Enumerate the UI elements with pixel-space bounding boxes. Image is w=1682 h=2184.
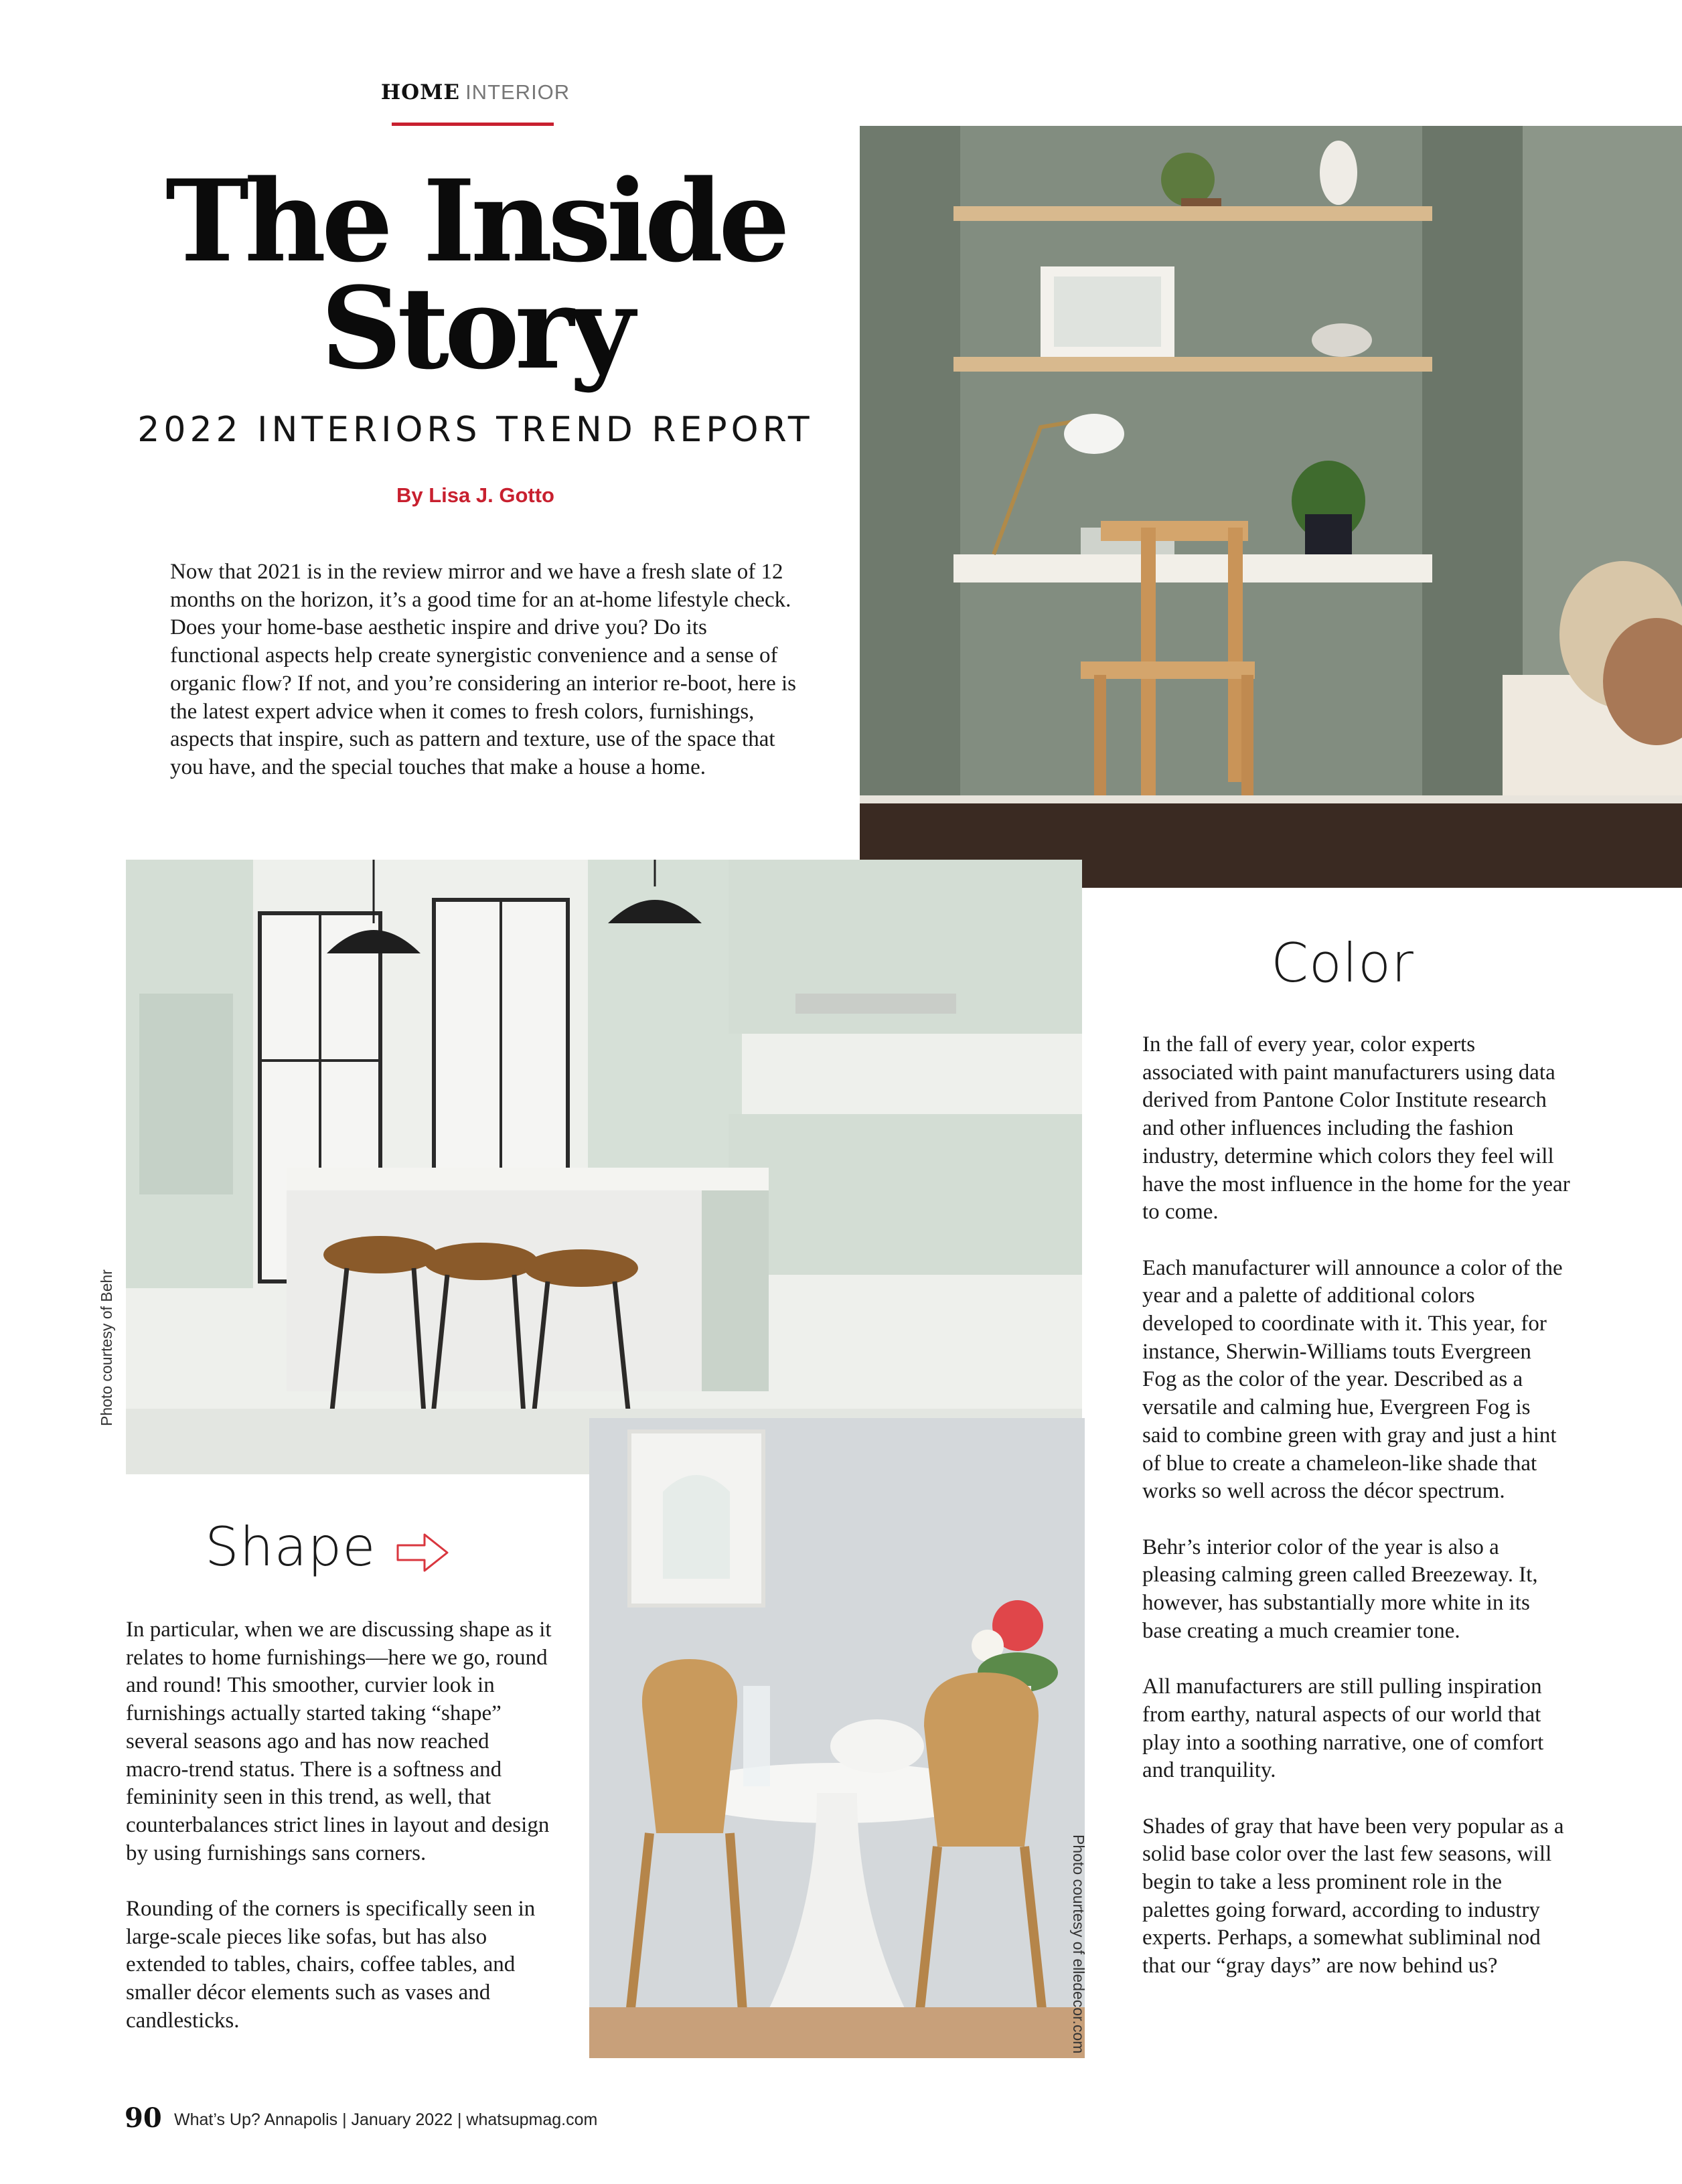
color-heading: Color — [1271, 932, 1414, 994]
shape-paragraph: Rounding of the corners is specifically seen in large-scale pieces like sofas, but has also extended to tables, chairs, coffee tables, and smaller décor elements such as vases and candlesticks. — [126, 1897, 536, 2033]
color-body — [1142, 1031, 1571, 2009]
byline: By Lisa J. Gotto — [396, 483, 554, 507]
section-label: HOME — [380, 80, 461, 104]
color-paragraph: Each manufacturer will announce a color of the year and a palette of additional colors developed to coordinate with it. This year, for instance, Sherwin-Williams touts Evergreen Fog as the color of the year. Described as a versatile and calming hue, Evergreen Fog is said to combine green with gray and just a hint of blue to create a chameleon-like shade that works so well across the décor spectrum. — [1142, 1255, 1563, 1504]
color-paragraph: All manufacturers are still pulling inspiration from earthy, natural aspects of our world that play into a soothing narrative, one of comfort and tranquility. — [1142, 1674, 1544, 1783]
title-line-1: The Inside — [165, 155, 786, 287]
office-nook-photo — [860, 126, 1682, 888]
dining-photo — [589, 1418, 1085, 2058]
subtitle: 2022 INTERIORS TREND REPORT — [137, 410, 814, 450]
shape-body — [126, 1616, 554, 2063]
shape-paragraph: In particular, when we are discussing shape as it relates to home furnishings—here we go, round and round! This smoother, curvier look in furnishings actually started taking “shape” several seasons ago and has now reached macro-trend status. There is a softness and femininity seen in this trend, as well, that counterbalances strict lines in layout and design by using furnishings sans corners. — [126, 1618, 552, 1865]
color-paragraph: In the fall of every year, color experts associated with paint manufacturers using data derived from Pantone Color Institute research and other influences including the fashion industry, determine which colors they feel will have the most influence in the home for the year to come. — [1142, 1032, 1570, 1225]
section-kicker — [0, 80, 951, 104]
kicker-rule — [392, 123, 554, 126]
color-paragraph: Behr’s interior color of the year is also a pleasing calming green called Breezeway. It, however, has substantially more white in its base creating a much creamier tone. — [1142, 1535, 1538, 1643]
title-line-2: Story — [320, 262, 631, 394]
dining-photo-credit: Photo courtesy of elledecor.com — [1070, 1835, 1087, 2054]
shape-heading: Shape — [205, 1516, 376, 1578]
outline-right-arrow-icon — [395, 1529, 451, 1576]
subsection-label: INTERIOR — [465, 80, 570, 104]
kitchen-photo-credit: Photo courtesy of Behr — [98, 1269, 115, 1426]
intro-text: Now that 2021 is in the review mirror and we have a fresh slate of 12 months on the horizon, it’s a good time for an at-home lifestyle check. Does your home-base aesthetic inspire and drive you? Do its functional aspects help create synergistic convenience and a sense of organic flow? If not, and you’re considering an interior re-boot, here is the latest expert advice when it comes to fresh colors, furnishings, aspects that inspire, such as pattern and texture, use of the space that you have, and the special touches that make a house a home. — [170, 560, 796, 779]
page-title — [0, 155, 951, 394]
intro-paragraph — [170, 558, 799, 809]
footer-meta: What’s Up? Annapolis | January 2022 | whatsupmag.com — [174, 2110, 598, 2129]
page-number: 90 — [125, 2102, 162, 2134]
color-paragraph: Shades of gray that have been very popular as a solid base color over the last few seasons, will begin to take a less prominent role in the palettes going forward, according to industry experts. Perhaps, a somewhat subliminal nod that our “gray days” are now behind us? — [1142, 1814, 1564, 1978]
kitchen-photo — [126, 860, 1082, 1474]
